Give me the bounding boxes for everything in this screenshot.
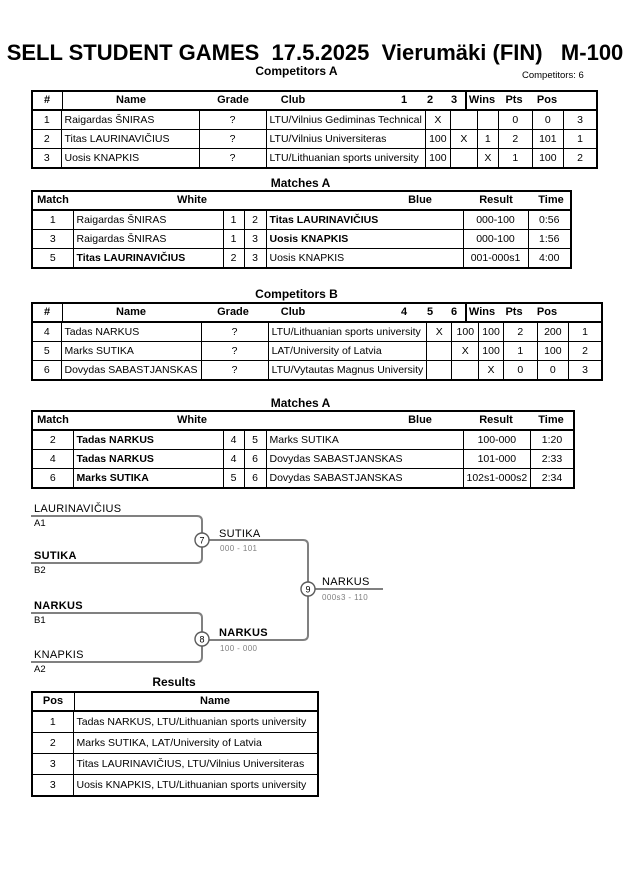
cell-m6: 100 bbox=[479, 322, 504, 342]
cell-m4 bbox=[427, 361, 452, 381]
cell-grade: ? bbox=[199, 130, 266, 149]
col-header-club: Club bbox=[280, 306, 306, 318]
bracket-seed-a2-name: KNAPKIS bbox=[34, 649, 84, 661]
cell-time: 2:34 bbox=[531, 469, 574, 489]
cell-result: 101-000 bbox=[463, 450, 531, 469]
cell-wins: 2 bbox=[503, 322, 537, 342]
col-header-5: 5 bbox=[426, 306, 434, 318]
cell-pos: 3 bbox=[32, 754, 73, 775]
table-row bbox=[32, 130, 597, 149]
bracket-line-a1 bbox=[31, 516, 202, 533]
cell-time: 1:56 bbox=[528, 230, 571, 249]
cell-pts: 0 bbox=[537, 361, 568, 381]
cell-name: Raigardas ŠNIRAS bbox=[61, 110, 199, 130]
col-header-pos: Pos bbox=[536, 306, 558, 318]
cell-m2: X bbox=[450, 130, 477, 149]
cell-wins: 2 bbox=[498, 130, 532, 149]
results-table bbox=[31, 691, 319, 797]
cell-white-num: 1 bbox=[223, 230, 244, 249]
cell-pos: 1 bbox=[568, 322, 602, 342]
col-header-pos: Pos bbox=[42, 695, 64, 707]
section-title-matches-b: Matches A bbox=[270, 396, 331, 410]
match9-winner-name: NARKUS bbox=[322, 576, 370, 588]
col-header-club: Club bbox=[280, 94, 306, 106]
cell-match: 4 bbox=[32, 450, 73, 469]
table-header-row bbox=[32, 191, 571, 210]
cell-m4 bbox=[427, 342, 452, 361]
bracket-seed-b1-name: NARKUS bbox=[34, 600, 83, 612]
cell-m1: 100 bbox=[425, 149, 450, 169]
col-header-grade: Grade bbox=[217, 306, 249, 318]
cell-time: 4:00 bbox=[528, 249, 571, 269]
page-title: SELL STUDENT GAMES 17.5.2025 Vierumäki (FIN) M-100 bbox=[6, 40, 624, 65]
cell-pos: 3 bbox=[32, 775, 73, 797]
cell-match: 6 bbox=[32, 469, 73, 489]
cell-grade: ? bbox=[199, 110, 266, 130]
cell-pts: 0 bbox=[532, 110, 563, 130]
col-header-pts: Pts bbox=[505, 306, 523, 318]
cell-pos: 2 bbox=[32, 733, 73, 754]
cell-club: LTU/Lithuanian sports university bbox=[271, 326, 421, 338]
cell-blue-num: 6 bbox=[244, 450, 266, 469]
match9-number: 9 bbox=[305, 584, 311, 595]
header-divider-thick bbox=[465, 304, 467, 321]
cell-name: Marks SUTIKA, LAT/University of Latvia bbox=[73, 733, 318, 754]
cell-match: 5 bbox=[32, 249, 73, 269]
cell-result: 100-000 bbox=[463, 430, 531, 450]
cell-match: 2 bbox=[32, 430, 73, 450]
bracket-seed-a1-name: LAURINAVIČIUS bbox=[34, 503, 122, 515]
cell-grade: ? bbox=[199, 149, 266, 169]
cell-club: LTU/Vilnius Gediminas Technical bbox=[269, 114, 422, 126]
cell-time: 0:56 bbox=[528, 210, 571, 230]
cell-num: 1 bbox=[32, 110, 61, 130]
competitors-a-table bbox=[31, 90, 598, 169]
cell-blue: Dovydas SABASTJANSKAS bbox=[266, 450, 463, 469]
cell-grade: ? bbox=[201, 322, 268, 342]
cell-blue-num: 2 bbox=[244, 210, 266, 230]
competitors-count: Competitors: 6 bbox=[522, 70, 584, 81]
cell-result: 000-100 bbox=[463, 230, 528, 249]
table-row bbox=[32, 249, 571, 269]
table-row bbox=[32, 430, 574, 450]
cell-m6: 100 bbox=[479, 342, 504, 361]
cell-m5: X bbox=[452, 342, 479, 361]
cell-num: 6 bbox=[32, 361, 61, 381]
match9-score: 000s3 - 110 bbox=[322, 593, 369, 602]
cell-pos: 1 bbox=[32, 711, 73, 733]
col-header-result: Result bbox=[479, 194, 513, 206]
col-header-name: Name bbox=[116, 306, 146, 318]
cell-wins: 0 bbox=[498, 110, 532, 130]
col-header-time: Time bbox=[538, 194, 564, 206]
col-header-name: Name bbox=[116, 94, 146, 106]
cell-club: LAT/University of Latvia bbox=[271, 345, 382, 357]
cell-pts: 200 bbox=[537, 322, 568, 342]
col-header-white: White bbox=[177, 194, 207, 206]
cell-blue: Titas LAURINAVIČIUS bbox=[266, 210, 463, 230]
bracket-line-b1 bbox=[31, 613, 202, 632]
cell-white-num: 1 bbox=[223, 210, 244, 230]
cell-name: Uosis KNAPKIS bbox=[61, 149, 199, 169]
match8-score: 100 - 000 bbox=[220, 644, 258, 653]
table-row bbox=[32, 450, 574, 469]
bracket-seed-a2-label: A2 bbox=[34, 664, 46, 675]
cell-pos: 2 bbox=[563, 149, 597, 169]
cell-m4: X bbox=[427, 322, 452, 342]
cell-blue-num: 3 bbox=[244, 249, 266, 269]
cell-pos: 3 bbox=[568, 361, 602, 381]
cell-time: 2:33 bbox=[531, 450, 574, 469]
col-header-6: 6 bbox=[450, 306, 458, 318]
cell-m1: X bbox=[425, 110, 450, 130]
cell-m5: 100 bbox=[452, 322, 479, 342]
col-header-blue: Blue bbox=[408, 194, 432, 206]
cell-white: Tadas NARKUS bbox=[73, 430, 223, 450]
cell-name: Uosis KNAPKIS, LTU/Lithuanian sports university bbox=[73, 775, 318, 797]
col-header-time: Time bbox=[538, 414, 564, 426]
col-header-2: 2 bbox=[426, 94, 434, 106]
section-title-results: Results bbox=[152, 675, 196, 689]
col-header-grade: Grade bbox=[217, 94, 249, 106]
cell-m6: X bbox=[479, 361, 504, 381]
cell-blue-num: 3 bbox=[244, 230, 266, 249]
col-header-result: Result bbox=[479, 414, 513, 426]
cell-m3 bbox=[477, 110, 498, 130]
table-row bbox=[32, 754, 318, 775]
cell-pts: 100 bbox=[532, 149, 563, 169]
competitors-b-table bbox=[31, 302, 603, 381]
section-title-competitors-b: Competitors B bbox=[255, 287, 338, 301]
cell-blue-num: 6 bbox=[244, 469, 266, 489]
cell-match: 3 bbox=[32, 230, 73, 249]
cell-name: Titas LAURINAVIČIUS, LTU/Vilnius Universiteras bbox=[73, 754, 318, 775]
matches-b-table bbox=[31, 410, 575, 489]
cell-result: 000-100 bbox=[463, 210, 528, 230]
table-header-row bbox=[32, 303, 602, 322]
cell-pos: 3 bbox=[563, 110, 597, 130]
cell-pos: 1 bbox=[563, 130, 597, 149]
cell-white-num: 4 bbox=[223, 430, 244, 450]
col-header-pts: Pts bbox=[505, 94, 523, 106]
match8-number: 8 bbox=[199, 634, 205, 645]
cell-club: LTU/Lithuanian sports university bbox=[269, 152, 419, 164]
cell-grade: ? bbox=[201, 342, 268, 361]
cell-m2 bbox=[450, 110, 477, 130]
cell-blue: Marks SUTIKA bbox=[266, 430, 463, 450]
cell-pts: 100 bbox=[537, 342, 568, 361]
col-header-3: 3 bbox=[450, 94, 458, 106]
cell-m1: 100 bbox=[425, 130, 450, 149]
cell-name: Dovydas SABASTJANSKAS bbox=[61, 361, 201, 381]
col-header-match: Match bbox=[37, 194, 69, 206]
cell-white: Titas LAURINAVIČIUS bbox=[73, 249, 223, 269]
cell-result: 102s1-000s2 bbox=[463, 469, 531, 489]
bracket-seed-b1-label: B1 bbox=[34, 615, 46, 626]
cell-num: 4 bbox=[32, 322, 61, 342]
cell-wins: 0 bbox=[503, 361, 537, 381]
cell-name: Tadas NARKUS bbox=[61, 322, 201, 342]
cell-m2 bbox=[450, 149, 477, 169]
col-header-blue: Blue bbox=[408, 414, 432, 426]
table-row bbox=[32, 775, 318, 797]
bracket-seed-b2-label: B2 bbox=[34, 565, 46, 576]
cell-name: Marks SUTIKA bbox=[61, 342, 201, 361]
table-row bbox=[32, 361, 602, 381]
col-header-wins: Wins bbox=[468, 94, 496, 106]
cell-time: 1:20 bbox=[531, 430, 574, 450]
table-row bbox=[32, 322, 602, 342]
cell-blue: Uosis KNAPKIS bbox=[266, 249, 463, 269]
table-row bbox=[32, 342, 602, 361]
cell-num: 2 bbox=[32, 130, 61, 149]
table-row bbox=[32, 210, 571, 230]
cell-club: LTU/Vilnius Universiteras bbox=[269, 133, 387, 145]
header-divider bbox=[62, 92, 63, 109]
cell-num: 3 bbox=[32, 149, 61, 169]
cell-blue: Dovydas SABASTJANSKAS bbox=[266, 469, 463, 489]
col-header-4: 4 bbox=[400, 306, 408, 318]
cell-blue-num: 5 bbox=[244, 430, 266, 450]
cell-blue: Uosis KNAPKIS bbox=[266, 230, 463, 249]
cell-pts: 101 bbox=[532, 130, 563, 149]
col-header-name: Name bbox=[200, 695, 230, 707]
bracket-seed-b2-name: SUTIKA bbox=[34, 550, 77, 562]
col-header-num: # bbox=[43, 94, 51, 106]
col-header-white: White bbox=[177, 414, 207, 426]
table-header-row bbox=[32, 411, 574, 430]
bracket-seed-a1-label: A1 bbox=[34, 518, 46, 529]
table-row bbox=[32, 469, 574, 489]
col-header-match: Match bbox=[37, 414, 69, 426]
table-header-row bbox=[32, 91, 597, 110]
cell-white: Marks SUTIKA bbox=[73, 469, 223, 489]
cell-white: Raigardas ŠNIRAS bbox=[73, 230, 223, 249]
table-row bbox=[32, 230, 571, 249]
col-header-1: 1 bbox=[400, 94, 408, 106]
cell-result: 001-000s1 bbox=[463, 249, 528, 269]
table-row bbox=[32, 733, 318, 754]
matches-a-table bbox=[31, 190, 572, 269]
table-row bbox=[32, 149, 597, 169]
section-title-matches-a: Matches A bbox=[270, 176, 331, 190]
cell-grade: ? bbox=[201, 361, 268, 381]
cell-wins: 1 bbox=[503, 342, 537, 361]
match7-winner-name: SUTIKA bbox=[219, 528, 261, 540]
match7-score: 000 - 101 bbox=[220, 544, 258, 553]
col-header-wins: Wins bbox=[468, 306, 496, 318]
header-divider bbox=[62, 304, 63, 321]
table-row bbox=[32, 711, 318, 733]
cell-m5 bbox=[452, 361, 479, 381]
col-header-num: # bbox=[43, 306, 51, 318]
col-header-pos: Pos bbox=[536, 94, 558, 106]
cell-white-num: 5 bbox=[223, 469, 244, 489]
cell-name: Titas LAURINAVIČIUS bbox=[61, 130, 199, 149]
cell-pos: 2 bbox=[568, 342, 602, 361]
section-title-competitors-a: Competitors A bbox=[255, 64, 338, 78]
cell-white-num: 4 bbox=[223, 450, 244, 469]
match7-number: 7 bbox=[199, 535, 205, 546]
cell-match: 1 bbox=[32, 210, 73, 230]
header-divider-thick bbox=[465, 92, 467, 109]
cell-m3: 1 bbox=[477, 130, 498, 149]
cell-club: LTU/Vytautas Magnus University bbox=[271, 364, 424, 376]
header-divider bbox=[74, 693, 75, 710]
table-header-row bbox=[32, 692, 318, 711]
cell-white: Raigardas ŠNIRAS bbox=[73, 210, 223, 230]
cell-white-num: 2 bbox=[223, 249, 244, 269]
cell-m3: X bbox=[477, 149, 498, 169]
cell-num: 5 bbox=[32, 342, 61, 361]
cell-wins: 1 bbox=[498, 149, 532, 169]
match8-winner-name: NARKUS bbox=[219, 627, 268, 639]
table-row bbox=[32, 110, 597, 130]
cell-name: Tadas NARKUS, LTU/Lithuanian sports university bbox=[73, 711, 318, 733]
bracket-diagram bbox=[0, 495, 630, 685]
cell-white: Tadas NARKUS bbox=[73, 450, 223, 469]
